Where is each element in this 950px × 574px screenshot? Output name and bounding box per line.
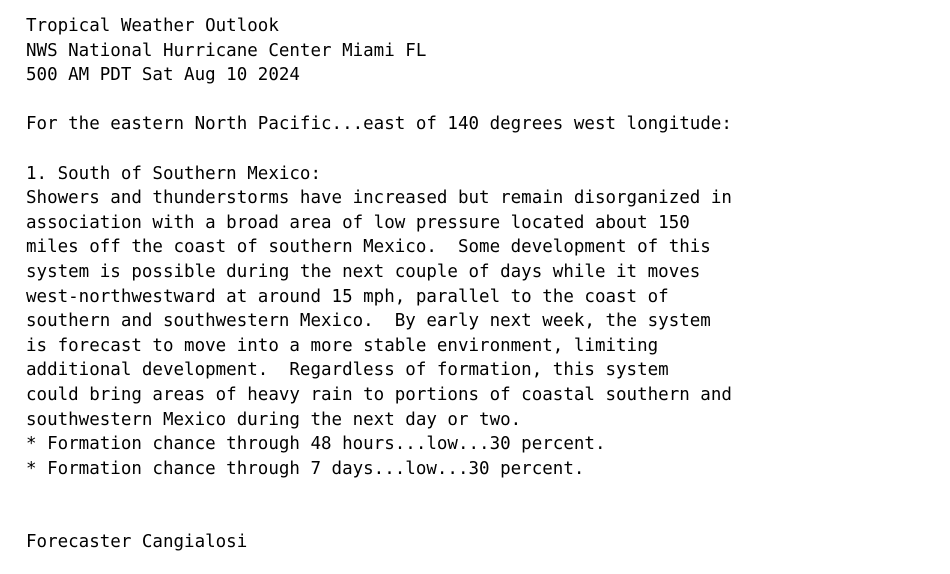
blank-line [26,137,950,162]
blank-line [26,88,950,113]
blank-line [26,506,950,531]
document-line: is forecast to move into a more stable environment, limiting [26,335,659,356]
document-line: 500 AM PDT Sat Aug 10 2024 [26,65,300,86]
document-line: southern and southwestern Mexico. By early next week, the system [26,311,711,332]
document-line: west-northwestward at around 15 mph, parallel to the coast of [26,286,669,307]
document-line: For the eastern North Pacific...east of 140 degrees west longitude: [26,114,732,135]
document-line: * Formation chance through 48 hours...low...30 percent. [26,434,606,455]
document-line: association with a broad area of low pressure located about 150 [26,212,690,233]
document-line: Forecaster Cangialosi [26,532,248,553]
document-line: miles off the coast of southern Mexico. Some development of this [26,237,711,258]
document-line: southwestern Mexico during the next day or two. [26,409,522,430]
document-line: could bring areas of heavy rain to portions of coastal southern and [26,384,732,405]
document-line: NWS National Hurricane Center Miami FL [26,40,427,61]
document-line: 1. South of Southern Mexico: [26,163,322,184]
document-line: * Formation chance through 7 days...low...30 percent. [26,458,585,479]
document-line: additional development. Regardless of formation, this system [26,360,669,381]
document-line: Tropical Weather Outlook [26,16,279,36]
blank-line [26,481,950,506]
document-line: system is possible during the next couple of days while it moves [26,261,701,282]
document-line: Showers and thunderstorms have increased but remain disorganized in [26,188,732,209]
